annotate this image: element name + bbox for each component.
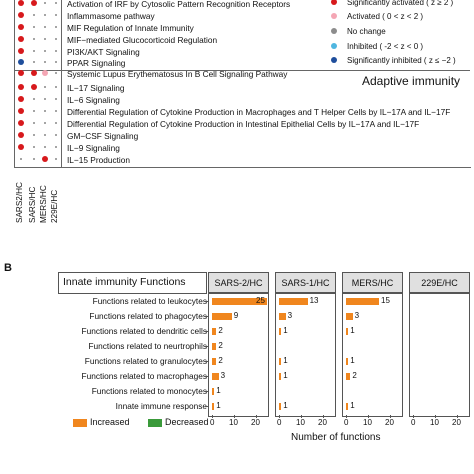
bar-increased — [279, 403, 281, 410]
bar-increased — [212, 343, 216, 350]
y-tick-mark — [205, 376, 208, 377]
pathway-label: Activation of IRF by Cytosolic Pattern Recognition Receptors — [67, 0, 291, 9]
bar-increased — [279, 298, 308, 305]
bar-value-label: 2 — [218, 356, 223, 365]
status-dot-sa — [18, 144, 24, 150]
status-dot-sa — [18, 120, 24, 126]
pathway-label: GM−CSF Signaling — [67, 131, 139, 141]
legend-label: No change — [347, 27, 386, 36]
status-dot-sa — [18, 84, 24, 90]
status-dot-sa — [31, 70, 37, 76]
status-dot-sa — [18, 108, 24, 114]
status-dot-nc — [55, 14, 57, 16]
status-dot-nc — [44, 146, 46, 148]
bar-value-label: 3 — [287, 311, 293, 320]
status-dot-nc — [33, 110, 35, 112]
status-dot-nc — [33, 26, 35, 28]
status-dot-sa — [18, 12, 24, 18]
status-dot-nc — [55, 110, 57, 112]
status-dot-sa — [31, 84, 37, 90]
pathway-label: MIF Regulation of Innate Immunity — [67, 23, 194, 33]
function-label: Functions related to dendritic cells — [81, 326, 207, 336]
section-label: Adaptive immunity — [362, 74, 461, 88]
x-tick-label: 10 — [296, 418, 305, 427]
pathway-label: PI3K/AKT Signaling — [67, 47, 140, 57]
pathway-label: Differential Regulation of Cytokine Production in Macrophages and T Helper Cells by IL−17A and IL−17F — [67, 107, 451, 117]
status-dot-nc — [33, 158, 35, 160]
status-dot-sa — [42, 156, 48, 162]
pathway-label: Inflammasome pathway — [67, 11, 155, 21]
y-tick-mark — [205, 301, 208, 302]
bar-value-label: 1 — [350, 356, 355, 365]
bar-value-label: 2 — [352, 371, 357, 380]
status-dot-sa — [18, 96, 24, 102]
legend-swatch — [73, 419, 87, 427]
bar-value-label: 1 — [216, 401, 221, 410]
status-dot-nc — [44, 110, 46, 112]
status-dot-nc — [33, 122, 35, 124]
facet-header — [342, 272, 403, 294]
bar-increased — [212, 388, 214, 395]
bar-increased — [346, 403, 348, 410]
bar-value-label: 13 — [309, 296, 319, 305]
bar-increased — [279, 328, 281, 335]
pathway-label: IL−9 Signaling — [67, 143, 120, 153]
legend-item — [347, 27, 386, 36]
status-dot-sa — [18, 132, 24, 138]
legend-label: Activated ( 0 < z < 2 ) — [347, 12, 424, 21]
function-label: Innate immune response — [115, 401, 207, 411]
bar-value-label: 2 — [218, 326, 223, 335]
bar-value-label: 3 — [354, 311, 360, 320]
status-dot-nc — [55, 122, 57, 124]
legend-item — [347, 12, 423, 21]
x-tick-label: 0 — [411, 418, 416, 427]
status-dot-nc — [55, 98, 57, 100]
x-tick-label: 20 — [385, 418, 394, 427]
bar-value-label: 3 — [220, 371, 226, 380]
function-label: Functions related to leukocytes — [92, 296, 207, 306]
pathway-label: PPAR Signaling — [67, 58, 126, 68]
bar-value-label: 1 — [216, 386, 221, 395]
status-dot-sa — [18, 24, 24, 30]
legend-swatch — [148, 419, 162, 427]
bar-value-label: 1 — [350, 326, 355, 335]
x-tick-label: 0 — [344, 418, 349, 427]
pathway-label: IL−17 Signaling — [67, 83, 125, 93]
status-dot-nc — [55, 26, 57, 28]
bar-increased — [346, 328, 348, 335]
y-tick-mark — [205, 361, 208, 362]
facet-plot — [342, 292, 403, 417]
status-dot-si — [18, 59, 24, 65]
legend-swatch — [331, 13, 337, 19]
bar-increased — [346, 373, 350, 380]
pathway-label: MIF−mediated Glucocorticoid Regulation — [67, 35, 218, 45]
legend-label: Decreased — [165, 417, 209, 427]
y-tick-mark — [205, 346, 208, 347]
x-tick-label: 0 — [210, 418, 215, 427]
status-dot-nc — [33, 146, 35, 148]
x-tick-label: 20 — [318, 418, 327, 427]
x-tick-label: 10 — [229, 418, 238, 427]
status-dot-nc — [44, 61, 46, 63]
facet-header — [208, 272, 269, 294]
status-dot-nc — [44, 38, 46, 40]
y-tick-mark — [205, 391, 208, 392]
legend-label: Inhibited ( -2 < z < 0 ) — [347, 42, 424, 51]
status-dot-sa — [18, 36, 24, 42]
status-dot-nc — [55, 146, 57, 148]
facet-plot — [409, 292, 470, 417]
function-label: Functions related to granulocytes — [84, 356, 207, 366]
facet-header — [409, 272, 470, 294]
legend-swatch — [331, 57, 337, 63]
facet-title: MERS/HC — [351, 278, 394, 288]
status-dot-sa — [18, 48, 24, 54]
legend-label: Increased — [90, 417, 130, 427]
legend-label: Significantly inhibited ( z ≤ −2 ) — [347, 56, 456, 65]
pathway-label: IL−6 Signaling — [67, 95, 120, 105]
status-dot-nc — [55, 50, 57, 52]
x-tick-label: 20 — [251, 418, 260, 427]
chart-title: Innate immunity Functions — [63, 276, 186, 288]
legend-swatch — [331, 43, 337, 49]
x-tick-label: 10 — [430, 418, 439, 427]
status-dot-nc — [44, 14, 46, 16]
bar-increased — [279, 358, 281, 365]
panel-b-label: B — [4, 262, 12, 274]
status-dot-nc — [44, 134, 46, 136]
legend-item — [347, 56, 456, 65]
bar-increased — [346, 358, 348, 365]
status-dot-nc — [55, 86, 57, 88]
status-dot-nc — [44, 26, 46, 28]
bar-increased — [212, 373, 219, 380]
status-dot-nc — [55, 2, 57, 4]
status-dot-nc — [44, 2, 46, 4]
legend-item — [347, 0, 453, 7]
status-dot-nc — [33, 61, 35, 63]
status-dot-nc — [33, 98, 35, 100]
status-dot-ac — [42, 70, 48, 76]
bar-increased — [212, 313, 232, 320]
x-tick-label: 10 — [363, 418, 372, 427]
bar-value-label: 25 — [256, 296, 265, 305]
status-dot-nc — [33, 14, 35, 16]
function-label: Functions related to phagocytes — [89, 311, 207, 321]
bar-increased — [212, 328, 216, 335]
bar-value-label: 2 — [218, 341, 223, 350]
facet-plot — [275, 292, 336, 417]
status-dot-nc — [33, 134, 35, 136]
pathway-label: IL−15 Production — [67, 155, 130, 165]
bar-increased — [346, 313, 353, 320]
facet-plot — [208, 292, 269, 417]
legend-label: Significantly activated ( z ≥ 2 ) — [347, 0, 454, 7]
y-tick-mark — [205, 406, 208, 407]
facet-title: 229E/HC — [421, 278, 458, 288]
bar-value-label: 15 — [381, 296, 390, 305]
bar-increased — [279, 373, 281, 380]
bar-value-label: 1 — [283, 401, 288, 410]
status-dot-nc — [44, 50, 46, 52]
facet-title: SARS-1/HC — [281, 278, 330, 288]
status-dot-nc — [55, 134, 57, 136]
pathway-label: Systemic Lupus Erythematosus In B Cell Signaling Pathway — [67, 69, 288, 79]
status-dot-sa — [31, 0, 37, 6]
function-label: Functions related to macrophages — [81, 371, 207, 381]
bar-increased — [346, 298, 379, 305]
x-tick-label: 20 — [452, 418, 461, 427]
status-dot-nc — [44, 98, 46, 100]
status-dot-nc — [33, 38, 35, 40]
status-dot-nc — [55, 72, 57, 74]
pathway-label: Differential Regulation of Cytokine Production in Intestinal Epithelial Cells by IL−17A and IL−17F — [67, 119, 420, 129]
status-dot-nc — [44, 86, 46, 88]
function-label: Functions related to monocytes — [91, 386, 207, 396]
function-label: Functions related to neurtrophils — [88, 341, 207, 351]
status-dot-sa — [18, 70, 24, 76]
bar-increased — [279, 313, 286, 320]
x-tick-label: 0 — [277, 418, 282, 427]
status-dot-nc — [55, 61, 57, 63]
status-dot-nc — [20, 158, 22, 160]
bar-value-label: 1 — [283, 356, 288, 365]
y-tick-mark — [205, 316, 208, 317]
status-dot-nc — [55, 158, 57, 160]
status-dot-nc — [44, 122, 46, 124]
column-header: SARS2/HC — [15, 182, 24, 223]
grid-right-edge — [61, 0, 62, 167]
bar-value-label: 9 — [233, 311, 239, 320]
facet-header — [275, 272, 336, 294]
legend-item — [347, 42, 423, 51]
legend-swatch — [331, 28, 337, 34]
y-tick-mark — [205, 331, 208, 332]
status-dot-nc — [33, 50, 35, 52]
bar-increased — [212, 358, 216, 365]
status-dot-sa — [18, 0, 24, 6]
x-axis-label: Number of functions — [291, 432, 381, 443]
facet-title: SARS-2/HC — [214, 278, 263, 288]
status-dot-nc — [55, 38, 57, 40]
bar-value-label: 1 — [283, 326, 288, 335]
bar-value-label: 1 — [350, 401, 355, 410]
column-header: MERS/HC — [39, 185, 48, 223]
column-header: SARS/HC — [28, 186, 37, 223]
column-header: 229E/HC — [50, 189, 59, 223]
chart-title-box — [58, 272, 207, 294]
bar-value-label: 1 — [283, 371, 288, 380]
bar-increased — [212, 403, 214, 410]
